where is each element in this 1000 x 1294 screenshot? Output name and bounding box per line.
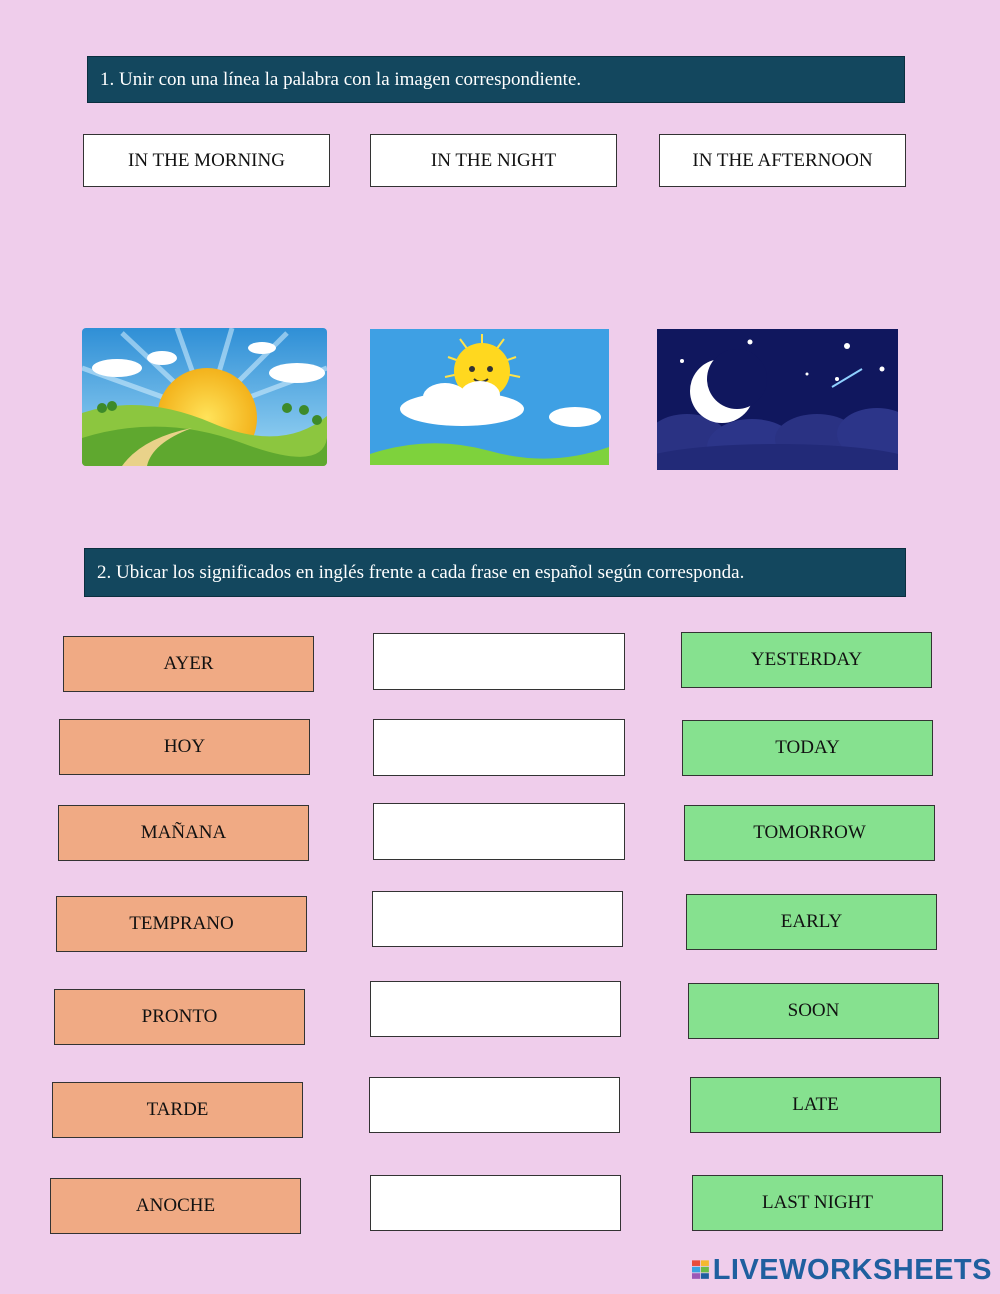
spanish-word-label: TARDE: [146, 1099, 209, 1120]
sunny-afternoon-image[interactable]: [370, 329, 609, 465]
answer-input-1[interactable]: [373, 633, 625, 690]
english-option-label: YESTERDAY: [750, 649, 863, 670]
spanish-word-pronto: [54, 989, 305, 1045]
english-option-early[interactable]: [686, 894, 937, 950]
spanish-word-label: ANOCHE: [135, 1195, 216, 1216]
liveworksheets-logo[interactable]: [692, 1254, 992, 1286]
word-box-night[interactable]: [370, 134, 617, 187]
english-option-yesterday[interactable]: [681, 632, 932, 688]
answer-input-5[interactable]: [370, 981, 621, 1037]
answer-input-4[interactable]: [372, 891, 623, 947]
spanish-word-temprano: [56, 896, 307, 952]
instruction-text-1: 1. Unir con una línea la palabra con la imagen correspondiente.: [100, 68, 582, 90]
liveworksheets-logo-icon: [692, 1258, 710, 1282]
spanish-word-anoche: [50, 1178, 301, 1234]
liveworksheets-logo-text: LIVEWORKSHEETS: [712, 1253, 992, 1286]
english-option-late[interactable]: [690, 1077, 941, 1133]
answer-input-6[interactable]: [369, 1077, 620, 1133]
word-label: IN THE NIGHT: [430, 149, 557, 171]
spanish-word-ayer: [63, 636, 314, 692]
word-label: IN THE AFTERNOON: [692, 149, 873, 171]
english-option-label: TODAY: [775, 737, 840, 758]
instruction-banner-2: [84, 548, 906, 597]
spanish-word-label: HOY: [163, 736, 206, 757]
english-option-last-night[interactable]: [692, 1175, 943, 1231]
spanish-word-label: PRONTO: [141, 1006, 218, 1027]
word-box-morning[interactable]: [83, 134, 330, 187]
english-option-label: LAST NIGHT: [761, 1192, 873, 1213]
spanish-word-label: AYER: [163, 653, 214, 674]
spanish-word-manana: [58, 805, 309, 861]
english-option-soon[interactable]: [688, 983, 939, 1039]
spanish-word-label: MAÑANA: [140, 822, 227, 843]
english-option-label: EARLY: [780, 911, 843, 932]
spanish-word-label: TEMPRANO: [129, 913, 234, 934]
english-option-tomorrow[interactable]: [684, 805, 935, 861]
english-option-label: SOON: [787, 1000, 840, 1021]
english-option-label: TOMORROW: [753, 822, 866, 843]
english-option-today[interactable]: [682, 720, 933, 776]
night-moon-image[interactable]: [657, 329, 898, 470]
word-box-afternoon[interactable]: [659, 134, 906, 187]
instruction-text-2: 2. Ubicar los significados en inglés frente a cada frase en español según corresponda.: [97, 561, 745, 583]
instruction-banner-1: [87, 56, 905, 103]
word-label: IN THE MORNING: [128, 149, 285, 171]
answer-input-2[interactable]: [373, 719, 625, 776]
spanish-word-tarde: [52, 1082, 303, 1138]
answer-input-3[interactable]: [373, 803, 625, 860]
english-option-label: LATE: [792, 1094, 839, 1115]
answer-input-7[interactable]: [370, 1175, 621, 1231]
morning-landscape-image[interactable]: [82, 328, 327, 466]
spanish-word-hoy: [59, 719, 310, 775]
